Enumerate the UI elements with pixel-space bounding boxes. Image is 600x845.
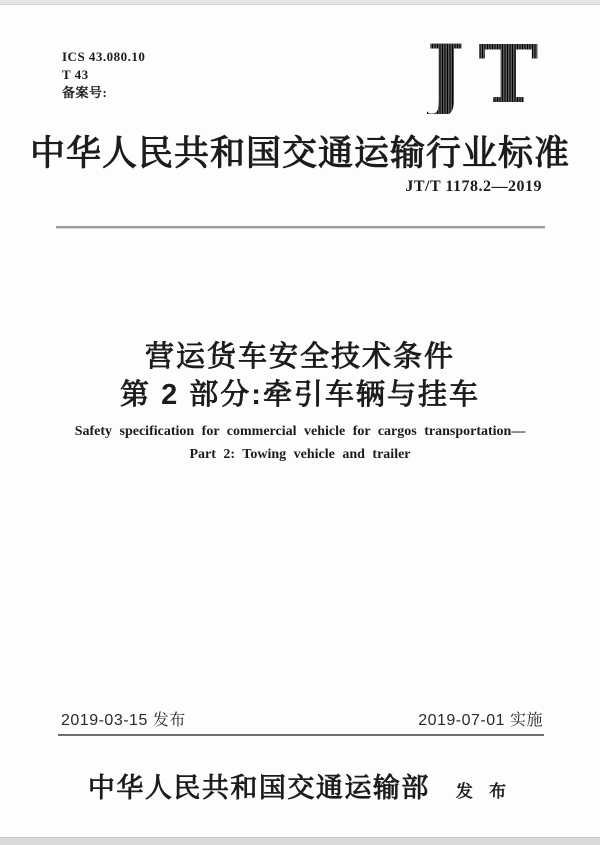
dates-row — [61, 707, 543, 730]
jt-logo: JT — [426, 27, 552, 121]
doc-class-code: T 43 — [62, 67, 89, 82]
scan-edge-top — [0, 0, 600, 5]
title-en-line1: Safety specification for commercial vehicle for cargos transportation— — [74, 424, 526, 439]
header-divider — [56, 226, 545, 228]
scan-edge-bottom — [0, 837, 600, 845]
ics-code: ICS 43.080.10 — [62, 49, 146, 64]
publish-label: 发 布 — [455, 782, 513, 801]
issue-date: 2019-03-15 发布 — [61, 712, 186, 729]
publisher-name: 中华人民共和国交通运输部 — [87, 773, 430, 803]
meta-block — [62, 48, 145, 102]
record-number-label: 备案号: — [62, 85, 108, 100]
standard-type-title: 中华人民共和国交通运输行业标准 — [29, 134, 570, 173]
implementation-date: 2019-07-01 实施 — [418, 712, 543, 729]
standard-number: JT/T 1178.2—2019 — [405, 178, 542, 195]
footer-divider — [58, 734, 544, 736]
title-en-line2: Part 2: Towing vehicle and trailer — [189, 447, 411, 462]
title-cn-line1: 营运货车安全技术条件 — [144, 341, 455, 373]
publisher-row — [0, 766, 600, 805]
title-cn-line2: 第 2 部分:牵引车辆与挂车 — [120, 379, 480, 411]
